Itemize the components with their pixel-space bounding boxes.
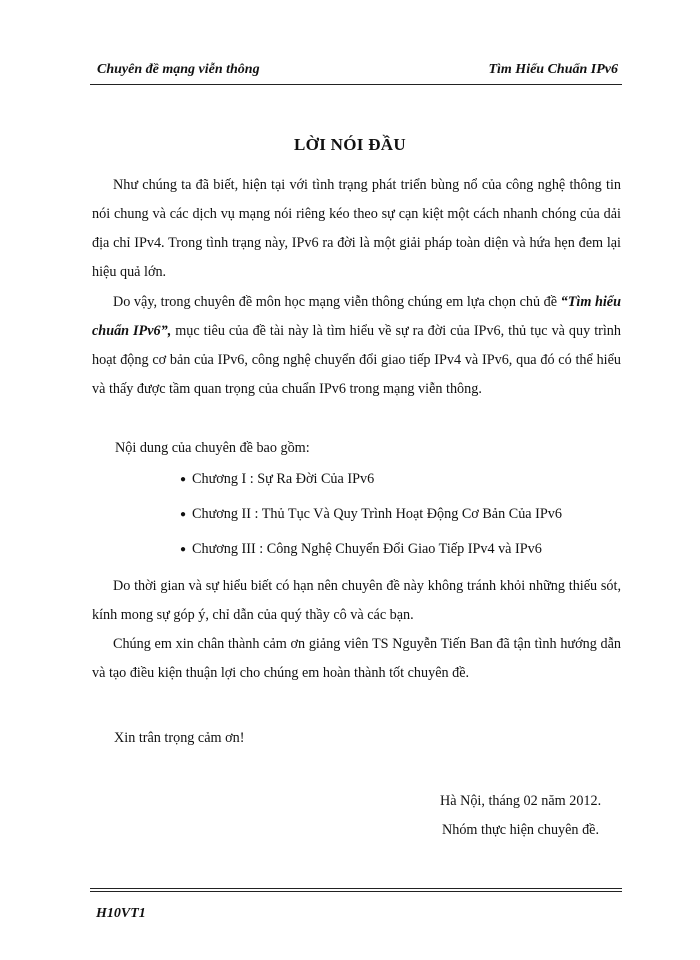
bullet-icon: ● <box>180 509 187 520</box>
paragraph-intro: Như chúng ta đã biết, hiện tại với tình trạng phát triển bùng nổ của công nghệ thông tin nói chung và các dịch vụ mạng nói riêng kéo theo sự cạn kiệt một cách nhanh chóng của dải địa chỉ IPv4. Trong tình trạng này, IPv6 ra đời là một giải pháp toàn diện và hứa hẹn đem lại hiệu quả lớn. <box>92 177 621 280</box>
header-left-title: Chuyên đề mạng viễn thông <box>97 62 260 77</box>
header-rule <box>90 84 622 85</box>
paragraph-topic-after: mục tiêu của đề tài này là tìm hiểu về sự ra đời của IPv6, thủ tục và quy trình hoạt động cơ bản của IPv6, công nghệ chuyển đổi giao tiếp IPv4 và IPv6, qua đó có thể hiểu và thấy được tầm quan trọng của chuẩn IPv6 trong mạng viễn thông. <box>92 323 621 397</box>
place-date: Hà Nội, tháng 02 năm 2012. <box>440 793 602 809</box>
paragraph-apology: Do thời gian và sự hiểu biết có hạn nên chuyên đề này không tránh khỏi những thiếu sót, kính mong sự góp ý, chỉ dẫn của quý thầy cô và các bạn. <box>92 578 621 623</box>
chapter-label: Chương III : Công Nghệ Chuyển Đổi Giao Tiếp IPv4 và IPv6 <box>192 541 542 557</box>
bullet-icon: ● <box>180 474 187 485</box>
page-title: LỜI NÓI ĐẦU <box>294 135 406 154</box>
chapter-item <box>180 469 374 491</box>
paragraph-thanks: Chúng em xin chân thành cảm ơn giảng viên TS Nguyễn Tiến Ban đã tận tình hướng dẫn và tạo điều kiện thuận lợi cho chúng em hoàn thành tốt chuyên đề. <box>92 636 621 681</box>
topic-title: “Tìm hiểu chuẩn IPv6”, <box>92 294 621 339</box>
bullet-icon: ● <box>180 544 187 555</box>
paragraph-topic <box>92 288 621 404</box>
chapter-item <box>180 504 562 526</box>
chapter-label: Chương II : Thủ Tục Và Quy Trình Hoạt Động Cơ Bản Của IPv6 <box>192 506 562 522</box>
page-footer: H10VT1 <box>96 906 146 921</box>
greeting: Xin trân trọng cảm ơn! <box>114 730 245 746</box>
footer-rule-double <box>90 891 622 892</box>
footer-rule <box>90 888 622 889</box>
paragraph-topic-before: Do vậy, trong chuyên đề môn học mạng viễn thông chúng em lựa chọn chủ đề <box>113 294 561 310</box>
page-header <box>97 62 618 80</box>
author-group: Nhóm thực hiện chuyên đề. <box>442 822 600 838</box>
chapter-label: Chương I : Sự Ra Đời Của IPv6 <box>192 471 375 487</box>
chapter-item <box>180 539 542 561</box>
content-intro: Nội dung của chuyên đề bao gồm: <box>115 440 310 456</box>
header-right-title: Tìm Hiểu Chuẩn IPv6 <box>488 62 618 77</box>
